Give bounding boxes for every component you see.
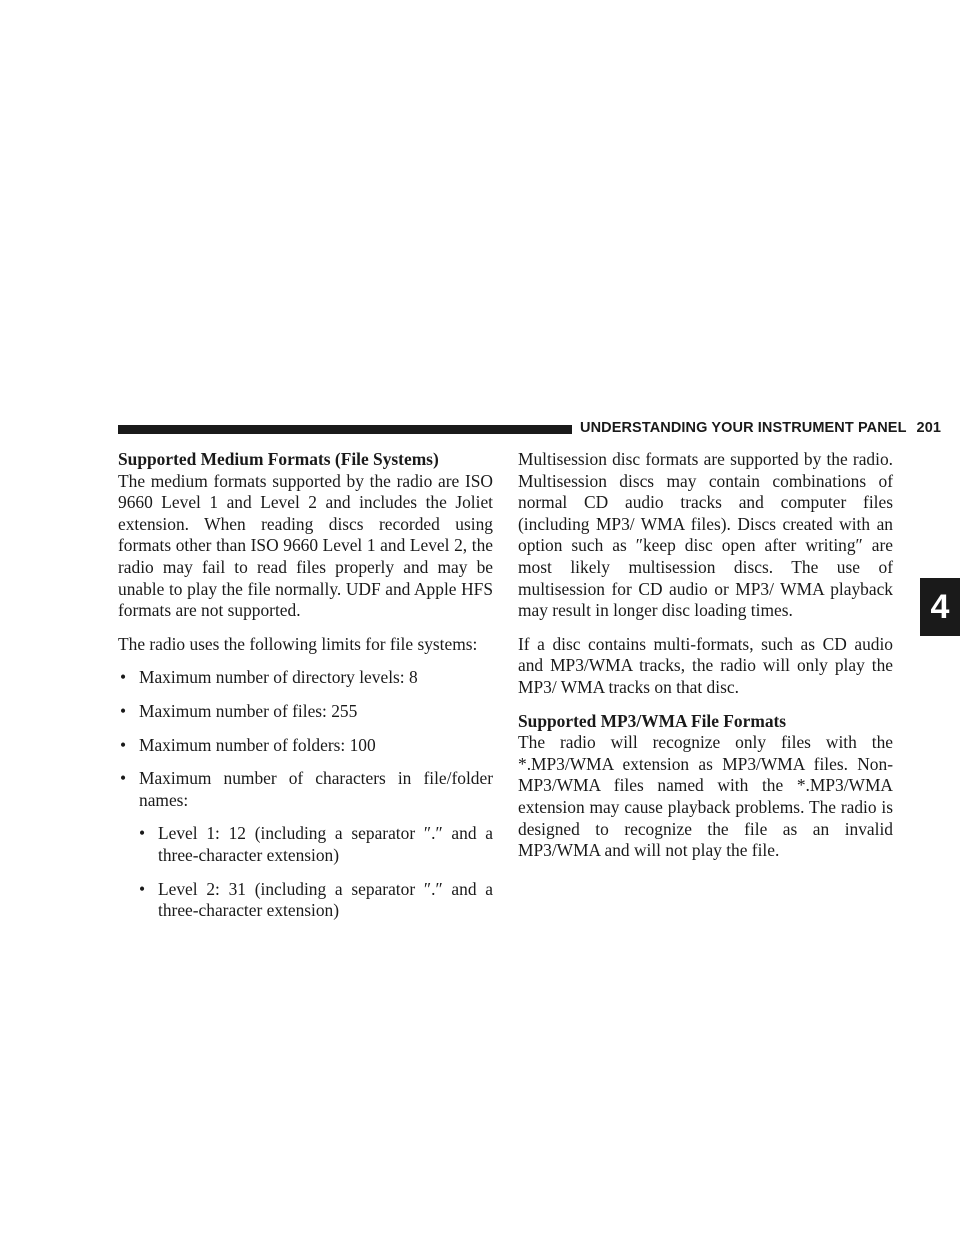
left-column — [118, 449, 493, 934]
paragraph-medium-formats: The medium formats supported by the radio are ISO 9660 Level 1 and Level 2 and includes the Joliet extension. When reading discs recorded using formats other than ISO 9660 Level 1 and Level 2, the radio may fail to read files properly and may be unable to play the file normally. UDF and Apple HFS formats are not supported. — [118, 470, 493, 621]
paragraph-multi-formats: If a disc contains multi-formats, such as CD audio and MP3/WMA tracks, the radio will only play the MP3/ WMA tracks on that disc. — [518, 633, 893, 697]
paragraph-mp3-wma: The radio will recognize only files with the *.MP3/WMA extension as MP3/WMA files. Non-MP3/WMA files named with the *.MP3/WMA extension may cause playback problems. The radio is designed to recognize the file as an invalid MP3/WMA and will not play the file. — [518, 732, 893, 861]
section-title: UNDERSTANDING YOUR INSTRUMENT PANEL — [580, 420, 907, 436]
list-item: • Maximum number of folders: 100 — [118, 735, 493, 757]
list-item: • Maximum number of characters in file/folder names: — [118, 768, 493, 811]
page-number: 201 — [916, 420, 942, 436]
limits-list — [118, 667, 493, 811]
name-length-sublist — [118, 823, 493, 921]
header-rule — [118, 425, 572, 434]
right-column — [518, 449, 893, 874]
chapter-tab: 4 — [920, 578, 960, 636]
paragraph-multisession: Multisession disc formats are supported by the radio. Multisession discs may contain combinations of normal CD audio tracks and computer files (including MP3/ WMA files). Discs created with an option such as ″keep disc open after writing″ are most likely multisession discs. The use of multisession for CD audio or MP3/ WMA playback may result in longer disc loading times. — [518, 449, 893, 621]
section-heading-file-formats: Supported MP3/WMA File Formats — [518, 710, 787, 731]
section-heading-file-systems: Supported Medium Formats (File Systems) — [118, 449, 439, 469]
list-item: • Maximum number of files: 255 — [118, 701, 493, 723]
list-item: • Maximum number of directory levels: 8 — [118, 667, 493, 689]
sub-list-item: • Level 2: 31 (including a separator ″.″ and a three-character extension) — [137, 879, 493, 922]
paragraph-limits-intro: The radio uses the following limits for file systems: — [118, 633, 478, 654]
sub-list-item: • Level 1: 12 (including a separator ″.″ and a three-character extension) — [137, 823, 493, 866]
running-header — [580, 420, 941, 436]
